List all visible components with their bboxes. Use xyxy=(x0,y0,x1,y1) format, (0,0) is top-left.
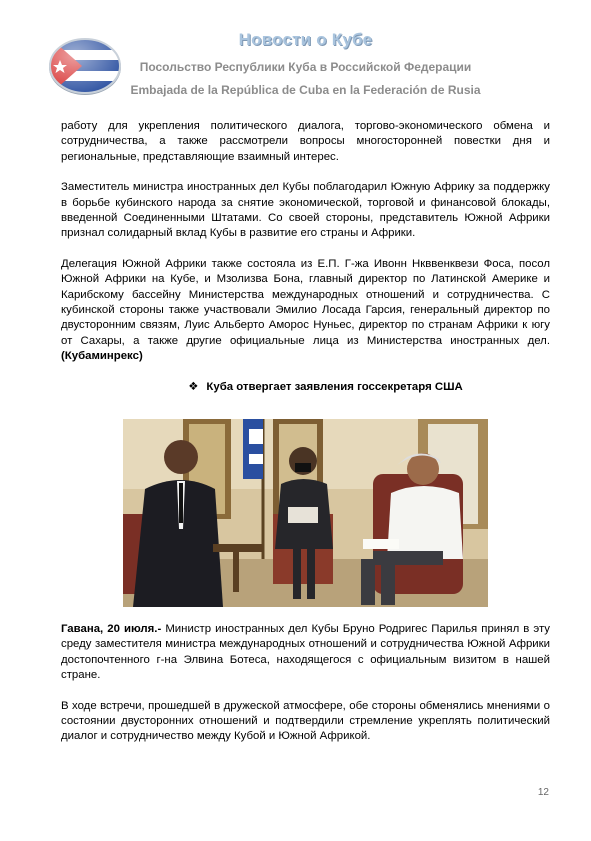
dateline: Гавана, 20 июля.- xyxy=(61,623,162,635)
embassy-name-es: Embajada de la República de Cuba en la Federación de Rusia xyxy=(130,83,481,97)
paragraph-3-text: Делегация Южной Африки также состояла из Е.П. Г-жа Ивонн Нкввенквези Фоса, посол Южной Африки на Кубе, и Мзолизва Бона, главный директор по Латинской Америке и Карибскому бассейну Министерства международных отношений и сотрудничества. С кубинской стороны также участвовали Эмилио Лосада Гарсия, генеральный директор по двусторонним связям, Луис Альберто Аморос Нуньес, директор по странам Африки к югу от Сахары, а также другие официальные лица из Министерства иностранных дел. xyxy=(61,257,550,347)
page-header xyxy=(0,0,591,110)
paragraph-1: работу для укрепления политического диалога, торгово-экономического обмена и сотрудничества, а также рассмотрели вопросы многосторонней повестки дня и региональные, представляющие взаимный интерес. xyxy=(61,120,550,163)
article-content xyxy=(61,119,550,407)
source-credit: (Кубаминрекс) xyxy=(61,350,143,363)
page-number: 12 xyxy=(537,787,549,798)
news-photo xyxy=(123,419,488,607)
embassy-name-ru: Посольство Республики Куба в Российской Федерации xyxy=(139,60,472,74)
paragraph-3 xyxy=(61,257,550,365)
section-heading xyxy=(61,380,550,395)
paragraph-2: Заместитель министра иностранных дел Кубы поблагодарил Южную Африку за поддержку в борьбе кубинского народа за снятие экономической, торговой и финансовой блокады, введенной Соединенными Штатами. Со своей стороны, представитель Южной Африки признал солидарный вклад Кубы в развитие его страны и Африки. xyxy=(61,181,550,240)
section-heading-text: Куба отвергает заявления госсекретаря США xyxy=(206,380,463,393)
newsletter-title: Новости о Кубе xyxy=(238,30,373,49)
diamond-bullet-icon: ❖ xyxy=(188,380,199,393)
paragraph-5: В ходе встречи, прошедшей в дружеской атмосфере, обе стороны обменялись мнениями о состоянии двусторонних отношений и подтвердили стремление укреплять политический диалог и сотрудничество между Кубой и Южной Африкой. xyxy=(61,699,550,743)
paragraph-4-text: Министр иностранных дел Кубы Бруно Родригес Парилья принял в эту среду заместителя министра международных отношений и сотрудничества Южной Африки достопочтенного г-на Элвина Ботеса, находящегося с официальным визитом в нашей стране. xyxy=(61,623,550,682)
paragraph-4 xyxy=(61,622,550,684)
article-content-continued xyxy=(61,622,550,760)
